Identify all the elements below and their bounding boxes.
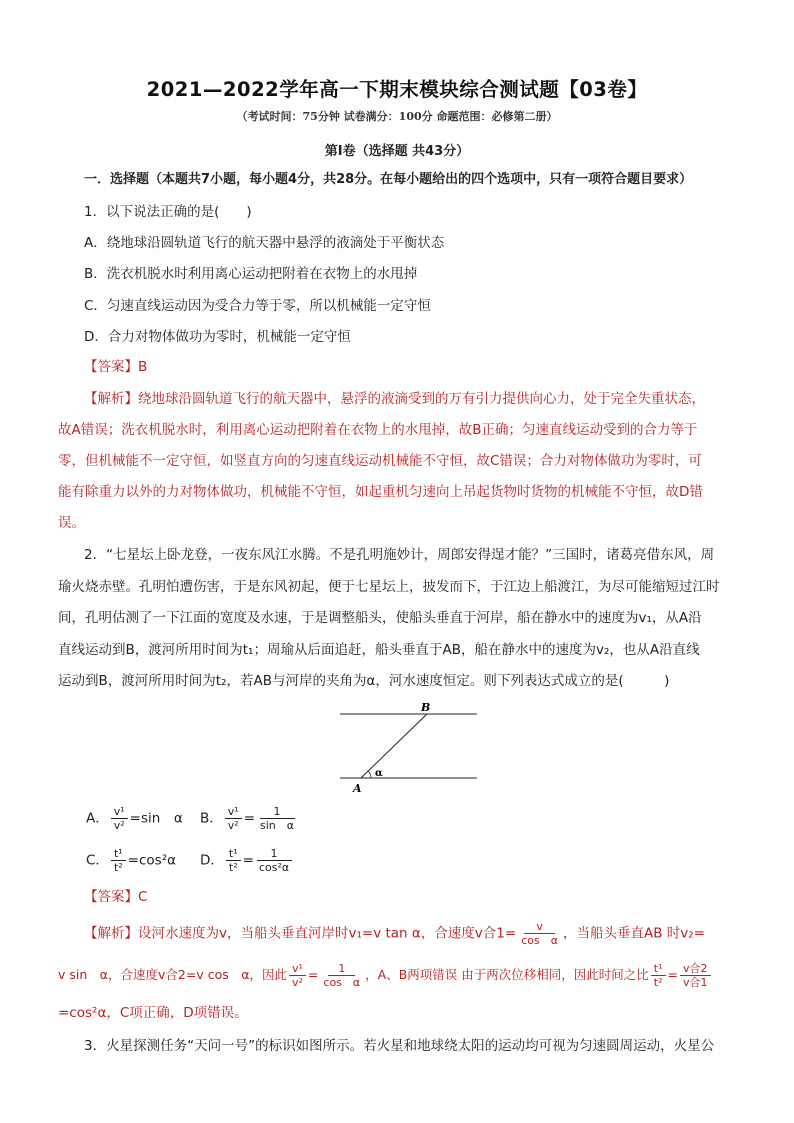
q1-analysis-line: 误。 [58, 515, 85, 531]
answer-value: B [138, 359, 148, 375]
fraction [289, 962, 306, 989]
q1-option-d: D．合力对物体做功为零时，机械能一定守恒 [84, 329, 351, 345]
denominator: t² [228, 861, 238, 874]
option-rhs: =cos²α [127, 852, 177, 869]
answer-label: 【答案】 [84, 889, 138, 905]
numerator: t¹ [226, 847, 241, 861]
q2-stem-line: 运动到B，渡河所用时间为t₂，若AB与河岸的夹角为α，河水速度恒定。则下列表达式成立的是( ) [58, 673, 670, 689]
equals: = [307, 967, 319, 982]
denominator: cos α [323, 976, 361, 989]
q1-option-b: B．洗衣机脱水时利用离心运动把附着在衣物上的水甩掉 [84, 266, 418, 282]
q2-option-a [86, 805, 183, 832]
denominator: v² [292, 976, 303, 989]
denominator: v² [113, 819, 125, 832]
numerator: t¹ [111, 847, 126, 861]
analysis-text: 设河水速度为v，当船头垂直河岸时v₁=v tan α，合速度v合1= [138, 925, 517, 942]
fraction [518, 920, 561, 947]
option-letter: A． [86, 810, 109, 827]
analysis-label: 【解析】 [84, 925, 138, 942]
river-crossing-figure [335, 700, 485, 796]
option-letter: B． [200, 810, 223, 827]
option-rhs: =sin α [129, 810, 183, 827]
denominator: v² [227, 819, 239, 832]
numerator: t¹ [651, 962, 666, 976]
numerator: v¹ [111, 805, 128, 819]
numerator: v¹ [225, 805, 242, 819]
fraction [111, 847, 126, 874]
denominator: cos²α [258, 861, 290, 874]
equals: = [242, 852, 254, 869]
denominator: cos α [521, 934, 558, 947]
fraction [257, 805, 297, 832]
q2-analysis-line [84, 920, 754, 947]
q2-option-d [200, 847, 294, 874]
fraction [320, 962, 363, 989]
denominator: t² [113, 861, 123, 874]
denominator: v合1 [683, 976, 708, 989]
q1-stem: 1．以下说法正确的是( ) [84, 204, 252, 220]
numerator: 1 [328, 962, 355, 976]
q2-analysis-line [58, 962, 754, 989]
q1-answer [84, 357, 754, 377]
analysis-text: v sin α，合速度v合2=v cos α，因此 [58, 967, 287, 982]
label-angle: α [375, 768, 383, 779]
denominator: sin α [260, 819, 295, 832]
q1-analysis-line: 故A错误；洗衣机脱水时，利用离心运动把附着在衣物上的水甩掉，故B正确；匀速直线运动受到的合力等于 [58, 422, 698, 438]
exam-info: （考试时间：75分钟 试卷满分：100分 命题范围：必修第二册） [236, 110, 558, 123]
q2-option-b [200, 805, 299, 832]
option-letter: D． [200, 852, 224, 869]
fraction [651, 962, 666, 989]
answer-value: C [138, 889, 148, 905]
fraction [256, 847, 292, 874]
q1-analysis-line: 零，但机械能不一定守恒，如竖直方向的匀速直线运动机械能不守恒，故C错误；合力对物体做功为零时，可 [58, 453, 702, 469]
fraction [680, 962, 711, 989]
q2-answer [84, 887, 754, 907]
q2-stem-line: 2．“七星坛上卧龙登，一夜东风江水腾。不是孔明施妙计，周郎安得逞才能？”三国时，诸葛亮借东风，周 [84, 547, 715, 563]
numerator: 1 [257, 847, 292, 861]
q1-analysis-line [84, 389, 754, 409]
volume-heading: 第Ⅰ卷（选择题 共43分） [324, 144, 470, 159]
numerator: 1 [260, 805, 295, 819]
numerator: v [524, 920, 555, 934]
q1-option-c: C．匀速直线运动因为受合力等于零，所以机械能一定守恒 [84, 298, 431, 314]
q3-stem: 3．火星探测任务“天问一号”的标识如图所示。若火星和地球绕太阳的运动均可视为匀速圆周运动，火星公 [84, 1038, 715, 1054]
page-title: 2021—2022学年高一下期末模块综合测试题【03卷】 [146, 78, 648, 101]
fraction [111, 805, 128, 832]
numerator: v¹ [289, 962, 306, 976]
analysis-label: 【解析】 [84, 391, 138, 407]
label-a: A [353, 782, 362, 795]
q2-stem-line: 直线运动到B，渡河所用时间为t₁；周瑜从后面追赶，船头垂直于AB，船在静水中的速度为v₂，也从A沿直线 [58, 642, 700, 658]
path-ab [361, 714, 427, 778]
equals: = [243, 810, 255, 827]
analysis-text: ，当船头垂直AB 时v₂= [562, 925, 705, 942]
fraction [226, 847, 241, 874]
analysis-text: 绕地球沿圆轨道飞行的航天器中，悬浮的液滴受到的万有引力提供向心力，处于完全失重状态， [138, 391, 705, 407]
denominator: t² [653, 976, 663, 989]
q2-analysis-line: =cos²α，C项正确，D项错误。 [58, 1005, 248, 1021]
numerator: v合2 [680, 962, 711, 976]
section-heading: 一．选择题（本题共7小题，每小题4分，共28分。在每小题给出的四个选项中，只有一项符合题目要求） [84, 172, 693, 187]
q1-analysis-line: 能有除重力以外的力对物体做功，机械能不守恒，如起重机匀速向上吊起货物时货物的机械能不守恒，故D错 [58, 484, 703, 500]
q2-option-c [86, 847, 176, 874]
analysis-text: ，A、B两项错误 由于两次位移相同，因此时间之比 [365, 967, 649, 982]
angle-arc [368, 771, 371, 778]
option-letter: C． [86, 852, 109, 869]
q2-stem-line: 瑜火烧赤壁。孔明怕遭伤害，于是东风初起，便于七星坛上，披发而下，于江边上船渡江，为尽可能缩短过江时 [58, 579, 720, 595]
q1-option-a: A．绕地球沿圆轨道飞行的航天器中悬浮的液滴处于平衡状态 [84, 235, 445, 251]
answer-label: 【答案】 [84, 359, 138, 375]
q2-stem-line: 间，孔明估测了一下江面的宽度及水速，于是调整船头，使船头垂直于河岸，船在静水中的速度为v₁，从A沿 [58, 610, 702, 626]
equals: = [667, 967, 678, 982]
fraction [225, 805, 242, 832]
label-b: B [421, 701, 431, 714]
